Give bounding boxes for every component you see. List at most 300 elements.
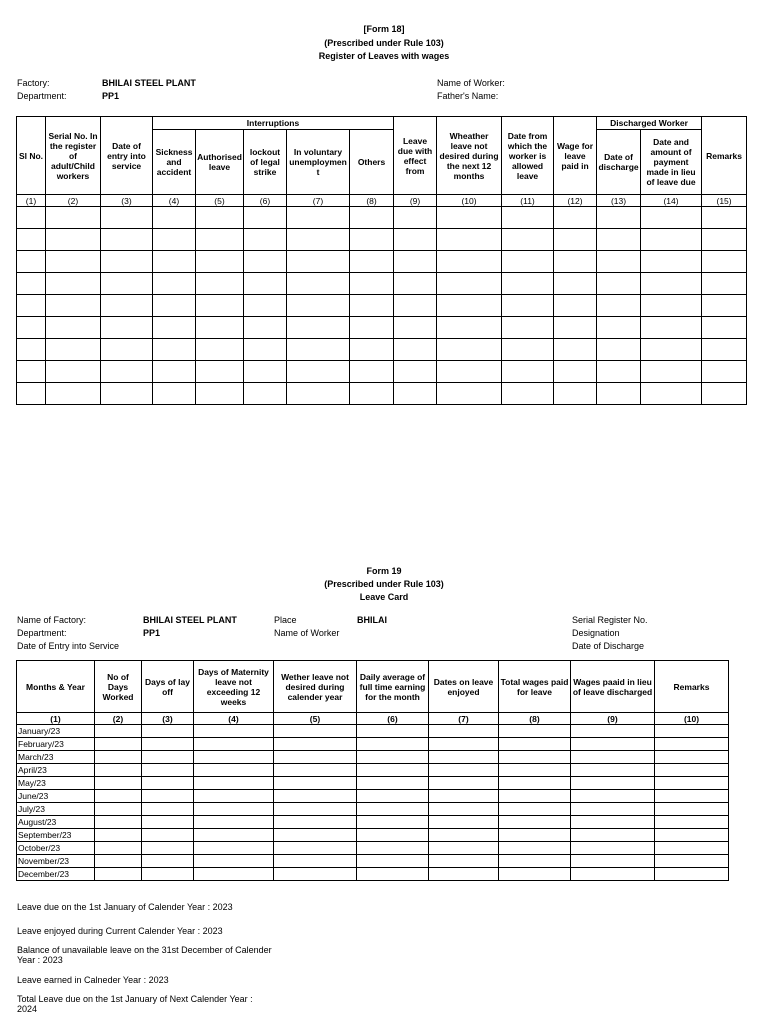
table-cell[interactable] [437,317,502,339]
table-cell[interactable] [101,273,153,295]
table-cell[interactable] [153,229,196,251]
table-cell[interactable] [350,229,394,251]
table-cell[interactable] [153,361,196,383]
table-cell[interactable] [655,816,729,829]
table-cell[interactable] [655,777,729,790]
header-lockout: lockout of legal strike [244,130,287,195]
table-cell[interactable] [194,738,274,751]
table-cell[interactable] [142,842,194,855]
table-row [17,790,729,803]
table-cell[interactable] [17,273,46,295]
table-cell[interactable] [244,229,287,251]
table-cell[interactable] [571,764,655,777]
table-cell[interactable] [194,764,274,777]
table-cell[interactable] [571,751,655,764]
table-cell[interactable] [142,803,194,816]
table-cell[interactable] [350,317,394,339]
table-cell[interactable] [429,816,499,829]
table-cell[interactable] [499,803,571,816]
table-cell[interactable] [142,855,194,868]
header-date-from: Date from which the worker is allowed leave [502,117,554,195]
table-cell[interactable] [597,295,641,317]
table-cell[interactable] [95,725,142,738]
table-cell[interactable] [554,317,597,339]
table-cell[interactable] [597,339,641,361]
table-cell[interactable] [357,764,429,777]
table-cell[interactable] [244,295,287,317]
table-cell[interactable] [142,764,194,777]
table-cell[interactable] [429,725,499,738]
table-cell[interactable] [196,207,244,229]
table-cell[interactable] [499,725,571,738]
f19-serial-label: Serial Register No. [572,615,648,625]
table-cell[interactable] [287,207,350,229]
table-cell[interactable] [571,842,655,855]
table-cell[interactable] [194,816,274,829]
table-cell[interactable] [194,803,274,816]
table-cell[interactable] [357,868,429,881]
table-cell[interactable] [196,229,244,251]
table-cell[interactable] [429,829,499,842]
table-cell[interactable] [287,251,350,273]
table-cell[interactable] [95,777,142,790]
table-cell[interactable] [153,207,196,229]
table-cell[interactable] [502,317,554,339]
footer-leave-enjoyed: Leave enjoyed during Current Calender Year : 2023 [17,926,223,936]
month-cell: April/23 [17,764,95,777]
table-cell[interactable] [655,751,729,764]
table-cell[interactable] [101,317,153,339]
footer-total-due-line2: 2024 [17,1004,38,1014]
table-cell[interactable] [46,273,101,295]
table-cell[interactable] [17,295,46,317]
table-cell[interactable] [502,207,554,229]
table-cell[interactable] [571,868,655,881]
table-cell[interactable] [702,361,747,383]
table-cell[interactable] [429,803,499,816]
table-cell[interactable] [95,764,142,777]
table-cell[interactable] [357,842,429,855]
table-cell[interactable] [499,829,571,842]
table-cell[interactable] [46,361,101,383]
table-cell[interactable] [287,229,350,251]
table-cell[interactable] [287,339,350,361]
table-cell[interactable] [274,855,357,868]
table-cell[interactable] [641,317,702,339]
table-cell[interactable] [429,842,499,855]
table-cell[interactable] [196,317,244,339]
table-cell[interactable] [153,339,196,361]
table-cell[interactable] [17,207,46,229]
table-cell[interactable] [641,229,702,251]
header-leave-due: Leave due with effect from [394,117,437,195]
table-cell[interactable] [394,339,437,361]
table-cell[interactable] [571,790,655,803]
f19-worker-label: Name of Worker [274,628,340,638]
table-cell[interactable] [17,339,46,361]
table-cell[interactable] [196,339,244,361]
table-cell[interactable] [597,251,641,273]
table-cell[interactable] [350,273,394,295]
factory-value: BHILAI STEEL PLANT [102,78,196,88]
table-row [17,764,729,777]
table-cell[interactable] [244,251,287,273]
table-cell[interactable] [502,295,554,317]
table-cell[interactable] [194,725,274,738]
table-cell[interactable] [357,816,429,829]
table-cell[interactable] [194,842,274,855]
footer-total-due-line1: Total Leave due on the 1st January of Next Calender Year : [17,994,253,1004]
table-cell[interactable] [194,790,274,803]
header-discharged: Discharged Worker [597,117,702,130]
table-cell[interactable] [655,764,729,777]
table-cell[interactable] [655,790,729,803]
table-cell[interactable] [244,339,287,361]
table-cell[interactable] [196,295,244,317]
table-cell[interactable] [571,738,655,751]
table-cell[interactable] [437,251,502,273]
table-cell[interactable] [142,829,194,842]
table-cell[interactable] [274,738,357,751]
table-cell[interactable] [357,803,429,816]
table-cell[interactable] [350,207,394,229]
table-cell[interactable] [429,777,499,790]
table-cell[interactable] [194,829,274,842]
table-cell[interactable] [394,207,437,229]
table-cell[interactable] [194,777,274,790]
table-row [17,251,747,273]
table-cell[interactable] [142,751,194,764]
table-cell[interactable] [142,816,194,829]
table-cell[interactable] [597,229,641,251]
table-cell[interactable] [196,273,244,295]
table-cell[interactable] [244,317,287,339]
table-cell[interactable] [437,229,502,251]
table-cell[interactable] [357,738,429,751]
table-cell[interactable] [394,229,437,251]
table-cell[interactable] [499,842,571,855]
header-wage: Wage for leave paid in [554,117,597,195]
table-cell[interactable] [95,738,142,751]
table-cell[interactable] [502,383,554,405]
table-cell[interactable] [101,207,153,229]
table-cell[interactable] [196,383,244,405]
table-cell[interactable] [554,339,597,361]
table-cell[interactable] [429,855,499,868]
table-cell[interactable] [194,868,274,881]
table-cell[interactable] [350,383,394,405]
table-cell[interactable] [357,829,429,842]
table-cell[interactable] [287,383,350,405]
table-cell[interactable] [437,207,502,229]
table-cell[interactable] [702,383,747,405]
table-cell[interactable] [571,816,655,829]
table-cell[interactable] [142,777,194,790]
table-cell[interactable] [597,361,641,383]
table-cell[interactable] [17,229,46,251]
table-cell[interactable] [429,868,499,881]
table-cell[interactable] [194,751,274,764]
f19-header-months: Months & Year [17,661,95,713]
header-remarks: Remarks [702,117,747,195]
table-cell[interactable] [196,251,244,273]
table-cell[interactable] [394,317,437,339]
table-cell[interactable] [287,361,350,383]
f19-number-row [17,713,729,725]
table-cell[interactable] [702,295,747,317]
table-cell[interactable] [350,295,394,317]
f19-place-value: BHILAI [357,615,387,625]
table-cell[interactable] [641,207,702,229]
month-cell: September/23 [17,829,95,842]
table-cell[interactable] [437,383,502,405]
table-cell[interactable] [437,361,502,383]
table-cell[interactable] [571,803,655,816]
header-wheather: Wheather leave not desired during the next 12 months [437,117,502,195]
table-cell[interactable] [142,725,194,738]
table-cell[interactable] [499,816,571,829]
table-cell[interactable] [274,842,357,855]
table-cell[interactable] [702,317,747,339]
table-cell[interactable] [46,207,101,229]
table-cell[interactable] [350,361,394,383]
table-cell[interactable] [350,251,394,273]
table-cell[interactable] [554,251,597,273]
table-cell[interactable] [499,868,571,881]
department-value: PP1 [102,91,120,101]
table-cell[interactable] [142,738,194,751]
table-cell[interactable] [17,361,46,383]
f18-col-number: (5) [196,195,244,207]
table-cell[interactable] [357,790,429,803]
table-cell[interactable] [101,361,153,383]
f18-col-number: (14) [641,195,702,207]
f19-header-days-worked: No of Days Worked [95,661,142,713]
table-cell[interactable] [655,855,729,868]
table-cell[interactable] [437,273,502,295]
table-cell[interactable] [244,273,287,295]
table-cell[interactable] [17,383,46,405]
table-cell[interactable] [655,829,729,842]
table-cell[interactable] [46,229,101,251]
table-cell[interactable] [274,764,357,777]
f19-entry-label: Date of Entry into Service [17,641,120,651]
f19-col-number: (3) [142,713,194,725]
table-cell[interactable] [554,207,597,229]
table-cell[interactable] [641,251,702,273]
table-cell[interactable] [571,829,655,842]
header-authorised: Authorised leave [196,130,244,195]
table-cell[interactable] [641,273,702,295]
table-cell[interactable] [244,207,287,229]
form19-subtitle: (Prescribed under Rule 103) [324,579,444,589]
table-cell[interactable] [554,295,597,317]
table-cell[interactable] [196,361,244,383]
table-cell[interactable] [350,339,394,361]
f19-discharge-label: Date of Discharge [572,641,645,651]
f19-col-number: (6) [357,713,429,725]
f19-header-wether: Wether leave not desired during calender year [274,661,357,713]
table-cell[interactable] [142,868,194,881]
table-cell[interactable] [571,725,655,738]
table-cell[interactable] [499,738,571,751]
table-cell[interactable] [274,868,357,881]
f19-department-label: Department: [17,628,67,638]
table-cell[interactable] [153,383,196,405]
table-cell[interactable] [394,251,437,273]
table-cell[interactable] [571,777,655,790]
table-cell[interactable] [142,790,194,803]
table-cell[interactable] [17,317,46,339]
table-cell[interactable] [274,816,357,829]
table-cell[interactable] [394,273,437,295]
table-cell[interactable] [153,273,196,295]
header-doe: Date of entry into service [101,117,153,195]
table-cell[interactable] [95,751,142,764]
table-cell[interactable] [502,361,554,383]
footer-leave-earned: Leave earned in Calneder Year : 2023 [17,975,169,985]
table-cell[interactable] [46,251,101,273]
f18-col-number: (11) [502,195,554,207]
form18-subtitle: (Prescribed under Rule 103) [324,38,444,48]
table-cell[interactable] [274,777,357,790]
table-cell[interactable] [274,803,357,816]
table-cell[interactable] [287,317,350,339]
f19-col-number: (8) [499,713,571,725]
f18-col-number: (7) [287,195,350,207]
table-cell[interactable] [702,339,747,361]
form19-table [16,660,729,881]
table-cell[interactable] [499,790,571,803]
table-cell[interactable] [153,295,196,317]
table-cell[interactable] [702,251,747,273]
table-cell[interactable] [702,229,747,251]
table-cell[interactable] [437,295,502,317]
table-row [17,868,729,881]
table-cell[interactable] [571,855,655,868]
form19-title: Form 19 [366,566,402,576]
table-cell[interactable] [655,803,729,816]
factory-label: Factory: [17,78,50,88]
table-cell[interactable] [655,842,729,855]
table-cell[interactable] [194,855,274,868]
table-cell[interactable] [95,816,142,829]
table-cell[interactable] [702,207,747,229]
table-cell[interactable] [502,273,554,295]
table-cell[interactable] [287,295,350,317]
table-cell[interactable] [46,339,101,361]
form19-body [17,713,729,881]
table-row [17,383,747,405]
table-cell[interactable] [244,361,287,383]
table-cell[interactable] [554,273,597,295]
table-cell[interactable] [655,725,729,738]
table-cell[interactable] [655,738,729,751]
table-cell[interactable] [101,229,153,251]
f18-col-number: (2) [46,195,101,207]
table-cell[interactable] [357,855,429,868]
table-cell[interactable] [17,251,46,273]
table-cell[interactable] [101,251,153,273]
form18-table [16,116,747,405]
table-cell[interactable] [499,764,571,777]
table-cell[interactable] [46,317,101,339]
table-cell[interactable] [153,317,196,339]
month-cell: June/23 [17,790,95,803]
table-cell[interactable] [274,725,357,738]
table-cell[interactable] [641,361,702,383]
table-cell[interactable] [95,790,142,803]
table-cell[interactable] [641,295,702,317]
table-cell[interactable] [95,868,142,881]
table-cell[interactable] [429,790,499,803]
table-cell[interactable] [499,777,571,790]
table-cell[interactable] [95,855,142,868]
f19-factory-value: BHILAI STEEL PLANT [143,615,237,625]
f18-number-row [17,195,747,207]
month-cell: November/23 [17,855,95,868]
f19-header-lay-off: Days of lay off [142,661,194,713]
header-interruptions: Interruptions [153,117,394,130]
table-cell[interactable] [429,751,499,764]
f19-col-number: (1) [17,713,95,725]
table-cell[interactable] [554,229,597,251]
table-cell[interactable] [274,790,357,803]
table-cell[interactable] [244,383,287,405]
table-cell[interactable] [502,229,554,251]
table-cell[interactable] [153,251,196,273]
table-cell[interactable] [274,829,357,842]
table-cell[interactable] [274,751,357,764]
table-cell[interactable] [429,764,499,777]
f18-col-number: (6) [244,195,287,207]
table-cell[interactable] [597,317,641,339]
table-cell[interactable] [394,361,437,383]
table-cell[interactable] [655,868,729,881]
table-cell[interactable] [499,855,571,868]
table-cell[interactable] [394,295,437,317]
table-cell[interactable] [641,383,702,405]
table-cell[interactable] [287,273,350,295]
table-cell[interactable] [95,803,142,816]
table-cell[interactable] [502,251,554,273]
table-cell[interactable] [597,383,641,405]
f18-col-number: (3) [101,195,153,207]
table-cell[interactable] [597,207,641,229]
table-cell[interactable] [95,842,142,855]
table-cell[interactable] [499,751,571,764]
table-cell[interactable] [394,383,437,405]
table-cell[interactable] [702,273,747,295]
table-cell[interactable] [429,738,499,751]
table-cell[interactable] [46,295,101,317]
f19-col-number: (4) [194,713,274,725]
table-cell[interactable] [502,339,554,361]
table-cell[interactable] [46,383,101,405]
table-cell[interactable] [554,383,597,405]
table-cell[interactable] [641,339,702,361]
table-cell[interactable] [437,339,502,361]
table-cell[interactable] [357,751,429,764]
table-cell[interactable] [95,829,142,842]
table-cell[interactable] [554,361,597,383]
table-cell[interactable] [357,725,429,738]
table-cell[interactable] [357,777,429,790]
table-cell[interactable] [101,295,153,317]
table-cell[interactable] [597,273,641,295]
table-cell[interactable] [101,383,153,405]
table-cell[interactable] [101,339,153,361]
